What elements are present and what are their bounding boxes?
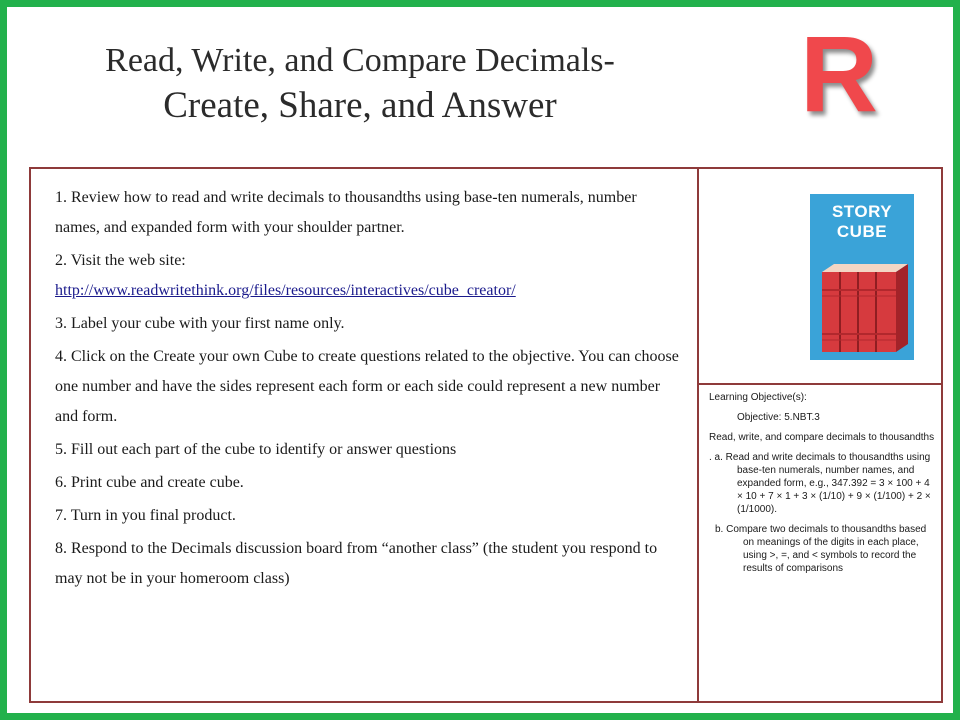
cube-creator-link[interactable]: http://www.readwritethink.org/files/resources/interactives/cube_creator/: [55, 282, 516, 299]
objective-code: Objective: 5.NBT.3: [737, 412, 820, 423]
instruction-list: [55, 183, 683, 597]
objective-heading: Learning Objective(s):: [709, 392, 807, 403]
content-table: [29, 167, 943, 703]
story-cube-title-2: CUBE: [836, 222, 888, 241]
learning-objectives: [709, 391, 935, 582]
title-line-1: Read, Write, and Compare Decimals-: [105, 42, 615, 79]
books-icon: [810, 194, 914, 360]
table-divider-horizontal: [699, 383, 943, 385]
step-5: 5. Fill out each part of the cube to identify or answer questions: [55, 441, 457, 458]
step-2: [55, 246, 683, 306]
step-2-text: 2. Visit the web site:: [55, 252, 186, 269]
step-7: 7. Turn in you final product.: [55, 507, 236, 524]
step-1: 1. Review how to read and write decimals to thousandths using base-ten numerals, number names, and expanded form with your shoulder partner.: [55, 189, 637, 236]
letter-badge: R: [800, 13, 878, 134]
step-3: 3. Label your cube with your first name only.: [55, 315, 345, 332]
step-6: 6. Print cube and create cube.: [55, 474, 244, 491]
objective-summary: Read, write, and compare decimals to thousandths: [709, 432, 935, 443]
story-cube-title-1: STORY: [831, 202, 893, 221]
slide-title: [40, 40, 680, 130]
step-8: 8. Respond to the Decimals discussion board from “another class” (the student you respond to may not be in your homeroom class): [55, 540, 658, 587]
table-divider-vertical: [697, 169, 699, 701]
story-cube-image: [810, 194, 914, 360]
objective-part-a: . a. Read and write decimals to thousandths using base-ten numerals, number names, and expanded form, e.g., 347.392 = 3 × 100 + 4 × 10 + 7 × 1 + 3 × (1/10) + 9 × (1/100) + 2 × (1/1000).: [709, 452, 931, 515]
title-line-2: Create, Share, and Answer: [163, 85, 557, 126]
step-4: 4. Click on the Create your own Cube to create questions related to the objective. You can choose one number and have the sides represent each form or each side could represent a new number and form.: [55, 348, 679, 425]
objective-part-b: b. Compare two decimals to thousandths based on meanings of the digits in each place, using >, =, and < symbols to record the results of comparisons: [715, 524, 927, 574]
